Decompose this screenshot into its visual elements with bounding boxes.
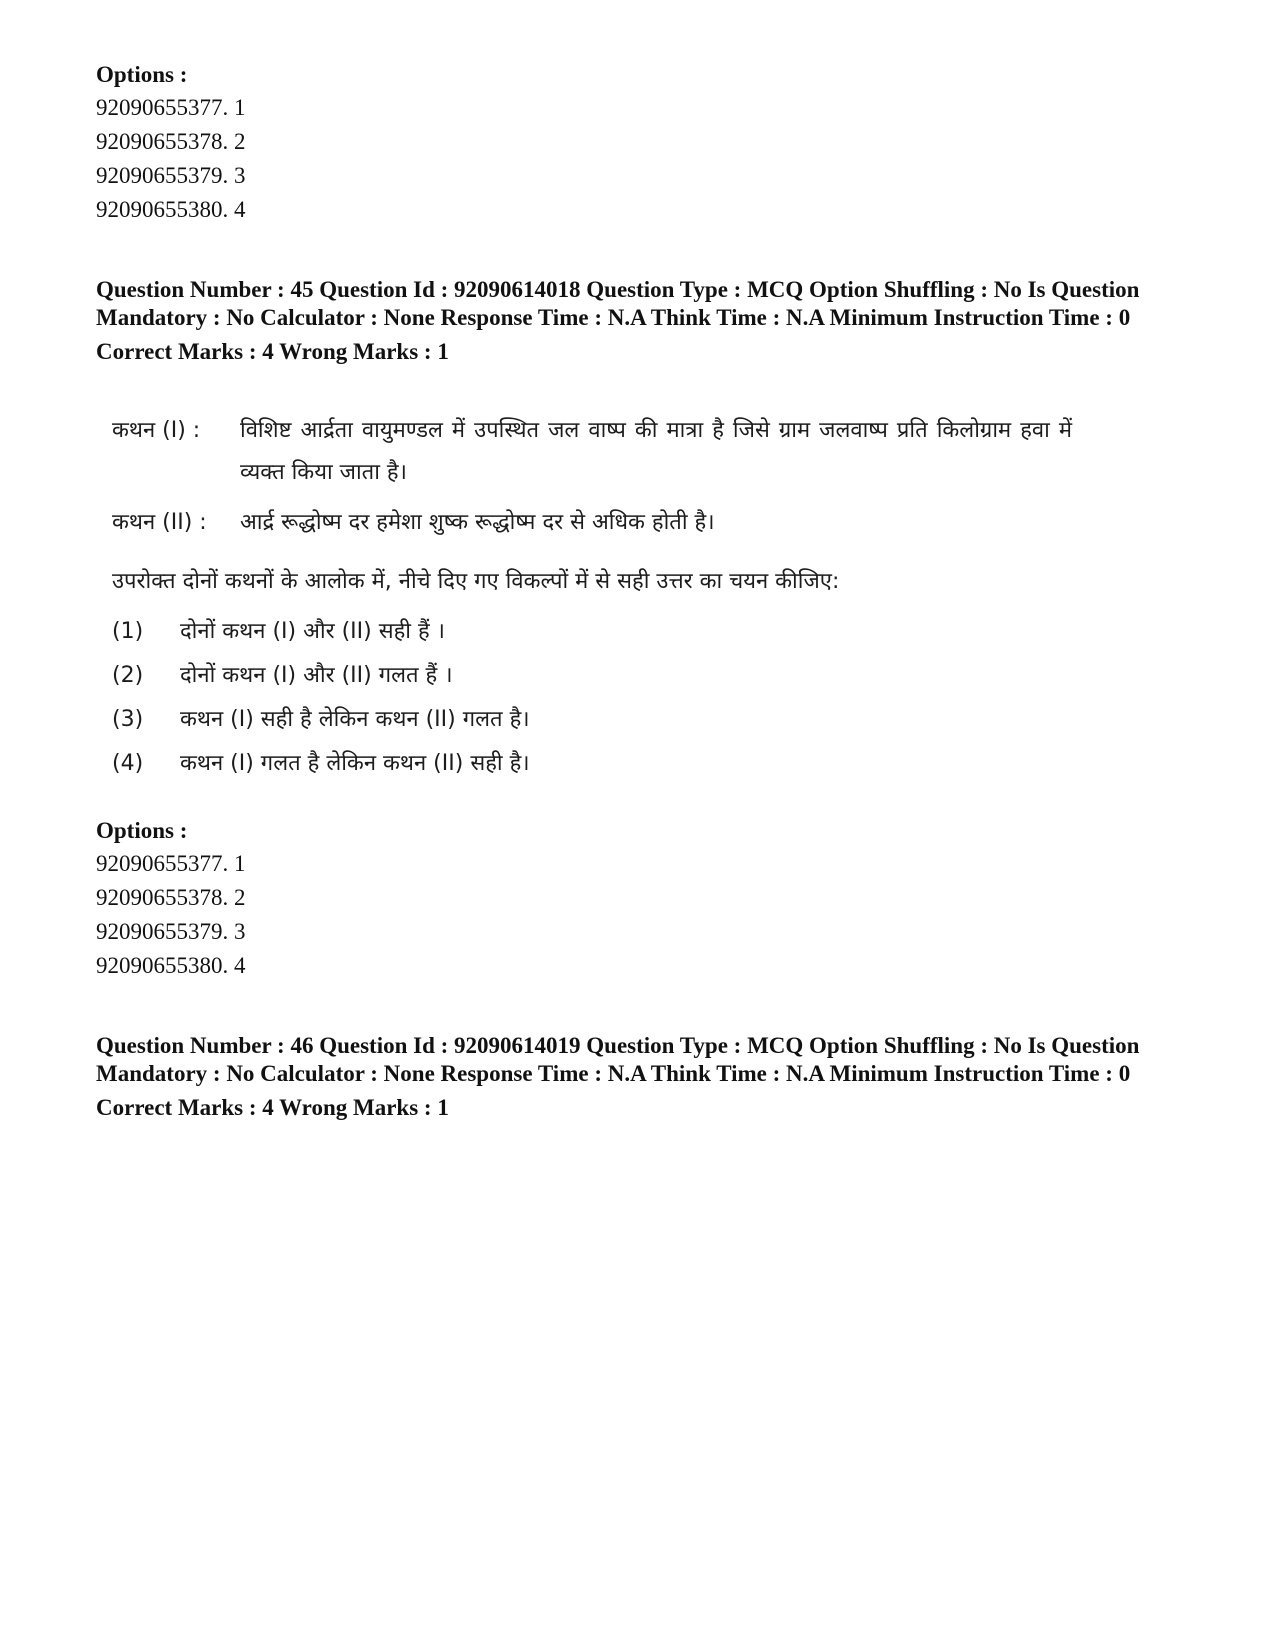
option-line: 92090655380. 4 (96, 197, 246, 222)
statement-2 (112, 502, 1072, 544)
answer-choices (112, 610, 1072, 786)
statement-label: कथन (I) : (112, 418, 201, 443)
choice-number: (4) (112, 751, 144, 776)
option-line: 92090655378. 2 (96, 129, 246, 154)
question-45-header-block (96, 276, 1156, 366)
choice-number: (1) (112, 619, 144, 644)
options-heading: Options : (96, 62, 188, 87)
question-instruction: उपरोक्त दोनों कथनों के आलोक में, नीचे दिए गए विकल्पों में से सही उत्तर का चयन कीजिए: (112, 569, 840, 594)
answer-choice (112, 654, 1072, 698)
answer-choice (112, 742, 1072, 786)
option-line: 92090655380. 4 (96, 953, 246, 978)
option-line: 92090655379. 3 (96, 163, 246, 188)
option-line: 92090655379. 3 (96, 919, 246, 944)
question-46-header-block (96, 1032, 1156, 1122)
statement-1 (112, 410, 1072, 494)
question-marks: Correct Marks : 4 Wrong Marks : 1 (96, 339, 449, 364)
choice-number: (3) (112, 707, 144, 732)
choice-number: (2) (112, 663, 144, 688)
question-header: Question Number : 46 Question Id : 92090614019 Question Type : MCQ Option Shuffling : No Is Question Mandatory : No Calculator : None Response Time : N.A Think Time : N.A Minimum Instruction Time : 0 (96, 1033, 1140, 1086)
question-marks: Correct Marks : 4 Wrong Marks : 1 (96, 1095, 449, 1120)
options-block-q45 (96, 814, 246, 983)
question-header: Question Number : 45 Question Id : 92090614018 Question Type : MCQ Option Shuffling : No Is Question Mandatory : No Calculator : None Response Time : N.A Think Time : N.A Minimum Instruction Time : 0 (96, 277, 1140, 330)
choice-text: दोनों कथन (I) और (II) सही हैं । (180, 619, 445, 644)
choice-text: कथन (I) गलत है लेकिन कथन (II) सही है। (180, 751, 530, 776)
statement-label: कथन (II) : (112, 510, 207, 535)
answer-choice (112, 610, 1072, 654)
options-heading: Options : (96, 818, 188, 843)
option-line: 92090655377. 1 (96, 95, 246, 120)
choice-text: दोनों कथन (I) और (II) गलत हैं । (180, 663, 453, 688)
statement-text: विशिष्ट आर्द्रता वायुमण्डल में उपस्थित जल वाष्प की मात्रा है जिसे ग्राम जलवाष्प प्रति किलोग्राम हवा में व्यक्त किया जाता है। (240, 418, 1072, 485)
question-45-body (112, 410, 1072, 786)
option-line: 92090655378. 2 (96, 885, 246, 910)
option-line: 92090655377. 1 (96, 851, 246, 876)
options-block-previous (96, 58, 246, 227)
choice-text: कथन (I) सही है लेकिन कथन (II) गलत है। (180, 707, 530, 732)
statement-text: आर्द्र रूद्धोष्म दर हमेशा शुष्क रूद्धोष्म दर से अधिक होती है। (240, 510, 715, 535)
answer-choice (112, 698, 1072, 742)
